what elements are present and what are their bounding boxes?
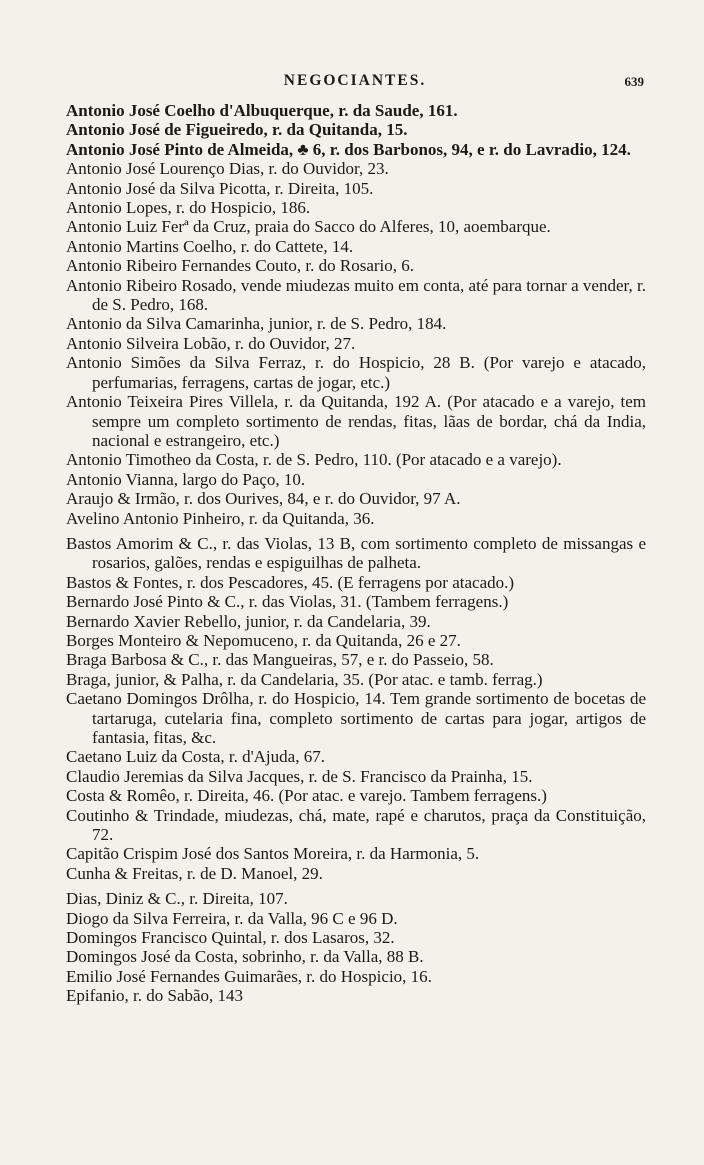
list-item: Antonio José Lourenço Dias, r. do Ouvidor, 23.: [66, 159, 389, 179]
section-title: NEGOCIANTES.: [283, 72, 427, 89]
list-item: Capitão Crispim José dos Santos Moreira, r. da Harmonia, 5.: [66, 844, 480, 864]
list-item: Antonio Timotheo da Costa, r. de S. Pedro, 110. (Por atacado e a varejo).: [66, 450, 562, 470]
list-item: Domingos Francisco Quintal, r. dos Lasaros, 32.: [66, 928, 395, 948]
list-item: Antonio José da Silva Picotta, r. Direita, 105.: [66, 178, 374, 198]
list-item: Domingos José da Costa, sobrinho, r. da Valla, 88 B.: [66, 947, 424, 967]
page-number: 639: [624, 74, 644, 89]
list-item: Diogo da Silva Ferreira, r. da Valla, 96 C e 96 D.: [66, 908, 398, 928]
list-item: Antonio Silveira Lobão, r. do Ouvidor, 27.: [66, 333, 356, 353]
list-item: Antonio Simões da Silva Ferraz, r. do Hospicio, 28 B. (Por varejo e atacado, perfumarias, ferragens, cartas de jogar, etc.): [66, 353, 646, 392]
list-item: Borges Monteiro & Nepomuceno, r. da Quitanda, 26 e 27.: [66, 630, 461, 650]
list-item: Bastos Amorim & C., r. das Violas, 13 B, com sortimento completo de missangas e rosarios, galões, rendas e espiguilhas de palheta.: [66, 533, 646, 573]
list-item: Antonio Vianna, largo do Paço, 10.: [66, 469, 306, 489]
list-item: Bernardo Xavier Rebello, junior, r. da Candelaria, 39.: [66, 611, 431, 631]
page-header: [66, 72, 644, 96]
list-item: Antonio José Pinto de Almeida, ♣ 6, r. dos Barbonos, 94, e r. do Lavradio, 124.: [66, 139, 631, 159]
list-item: Bernardo José Pinto & C., r. das Violas, 31. (Tambem ferragens.): [66, 592, 509, 612]
list-item: Antonio Ribeiro Fernandes Couto, r. do Rosario, 6.: [66, 256, 415, 276]
list-item: Bastos & Fontes, r. dos Pescadores, 45. (E ferragens por atacado.): [66, 572, 515, 592]
list-item: Araujo & Irmão, r. dos Ourives, 84, e r. do Ouvidor, 97 A.: [66, 489, 461, 509]
list-item: Epifanio, r. do Sabão, 143: [66, 986, 244, 1006]
list-item: Claudio Jeremias da Silva Jacques, r. de S. Francisco da Prainha, 15.: [66, 766, 533, 786]
list-item: Cunha & Freitas, r. de D. Manoel, 29.: [66, 863, 323, 883]
list-item: Coutinho & Trindade, miudezas, chá, mate, rapé e charutos, praça da Constituição, 72.: [66, 805, 646, 845]
list-item: Avelino Antonio Pinheiro, r. da Quitanda, 36.: [66, 508, 375, 528]
list-item: Dias, Diniz & C., r. Direita, 107.: [66, 889, 288, 909]
list-item: Antonio Ribeiro Rosado, vende miudezas muito em conta, até para tornar a vender, r. de S. Pedro, 168.: [66, 275, 646, 315]
list-item: Costa & Romêo, r. Direita, 46. (Por atac. e varejo. Tambem ferragens.): [66, 786, 547, 806]
list-item: Antonio José Coelho d'Albuquerque, r. da Saude, 161.: [66, 101, 458, 120]
list-item: Emilio José Fernandes Guimarães, r. do Hospicio, 16.: [66, 966, 432, 986]
list-item: Antonio Lopes, r. do Hospicio, 186.: [66, 198, 311, 218]
list-item: Antonio Martins Coelho, r. do Cattete, 14.: [66, 236, 354, 256]
list-item: Antonio da Silva Camarinha, junior, r. de S. Pedro, 184.: [66, 314, 447, 334]
list-item: Braga Barbosa & C., r. das Mangueiras, 57, e r. do Passeio, 58.: [66, 650, 494, 670]
list-item: Caetano Luiz da Costa, r. d'Ajuda, 67.: [66, 747, 325, 767]
list-item: Braga, junior, & Palha, r. da Candelaria, 35. (Por atac. e tamb. ferrag.): [66, 669, 543, 689]
merchant-directory: [66, 101, 646, 1006]
list-item: Antonio Teixeira Pires Villela, r. da Quitanda, 192 A. (Por atacado e a varejo, tem sempre um completo sortimento de rendas, fitas, lãas de bordar, chá da India, nacional e estrangeiro, etc.): [66, 392, 646, 450]
list-item: Antonio Luiz Ferª da Cruz, praia do Sacco do Alferes, 10, aoembarque.: [66, 217, 551, 237]
list-item: Caetano Domingos Drôlha, r. do Hospicio, 14. Tem grande sortimento de bocetas de tartaruga, cutelaria fina, completo sortimento de cartas para jogar, artigos de fantasia, fitas, &c.: [66, 689, 646, 747]
list-item: Antonio José de Figueiredo, r. da Quitanda, 15.: [66, 120, 408, 140]
